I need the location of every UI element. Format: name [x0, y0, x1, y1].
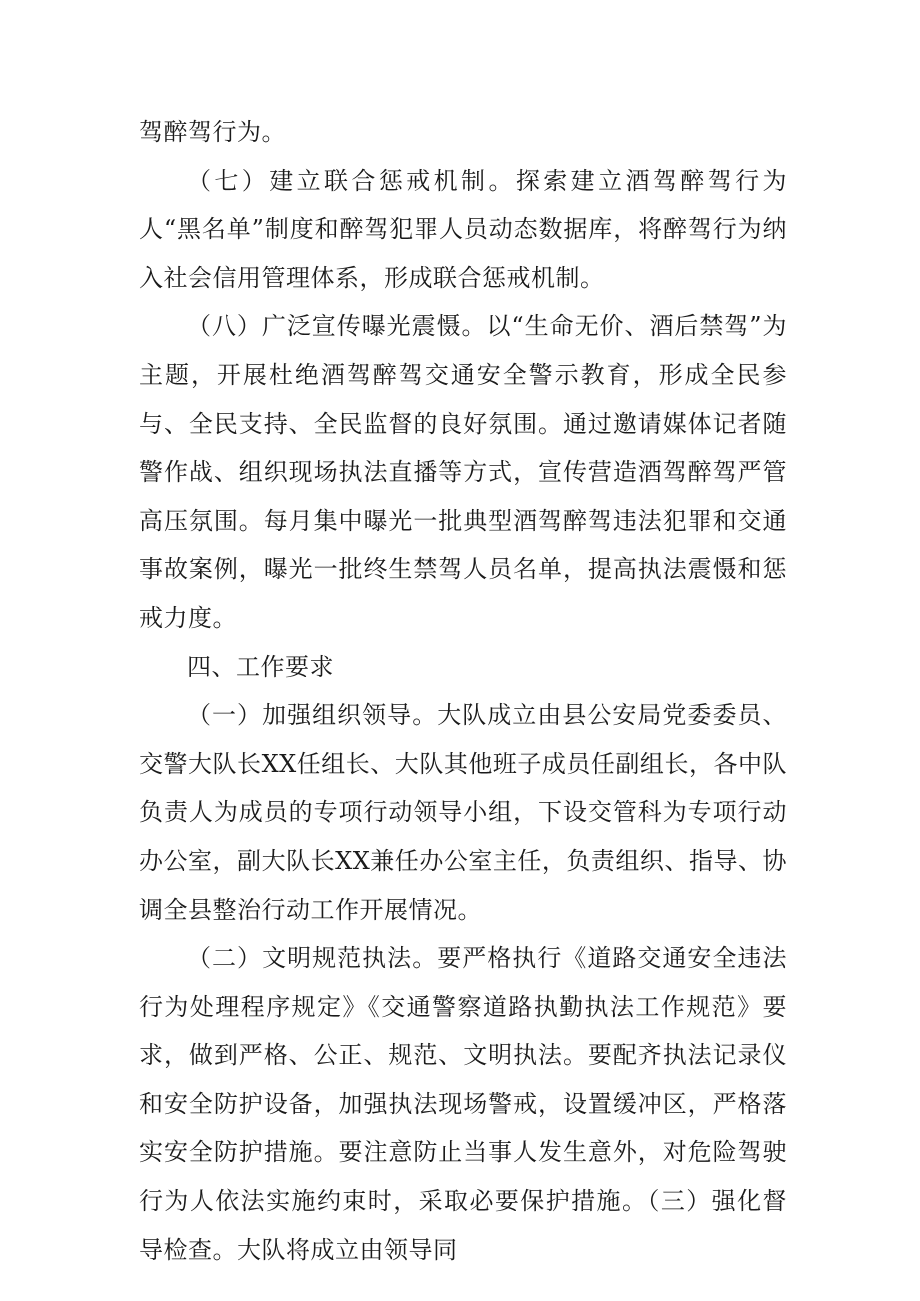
- document-body: [139, 108, 787, 1274]
- paragraph-organization-leadership: （一）加强组织领导。大队成立由县公安局党委委员、交警大队长XX任组长、大队其他班子成员任副组长，各中队负责人为成员的专项行动领导小组，下设交管科为专项行动办公室，副大队长XX兼任办公室主任，负责组织、指导、协调全县整治行动工作开展情况。: [139, 701, 787, 924]
- paragraph-joint-punishment: （七）建立联合惩戒机制。探索建立酒驾醉驾行为人“黑名单”制度和醉驾犯罪人员动态数据库，将醉驾行为纳入社会信用管理体系，形成联合惩戒机制。: [139, 166, 787, 292]
- section-heading-work-requirements: 四、工作要求: [187, 652, 334, 681]
- paragraph-publicity: （八）广泛宣传曝光震慑。以“生命无价、酒后禁驾”为主题，开展杜绝酒驾醉驾交通安全警示教育，形成全民参与、全民支持、全民监督的良好氛围。通过邀请媒体记者随警作战、组织现场执法直播等方式，宣传营造酒驾醉驾严管高压氛围。每月集中曝光一批典型酒驾醉驾违法犯罪和交通事故案例，曝光一批终生禁驾人员名单，提高执法震慑和惩戒力度。: [139, 312, 787, 632]
- paragraph-civilized-enforcement: （二）文明规范执法。要严格执行《道路交通安全违法行为处理程序规定》《交通警察道路执勤执法工作规范》要求，做到严格、公正、规范、文明执法。要配齐执法记录仪和安全防护设备，加强执法现场警戒，设置缓冲区，严格落实安全防护措施。要注意防止当事人发生意外，对危险驾驶行为人依法实施约束时，采取必要保护措施。（三）强化督导检查。大队将成立由领导同: [139, 944, 787, 1264]
- paragraph-continuation: 驾醉驾行为。: [139, 118, 286, 146]
